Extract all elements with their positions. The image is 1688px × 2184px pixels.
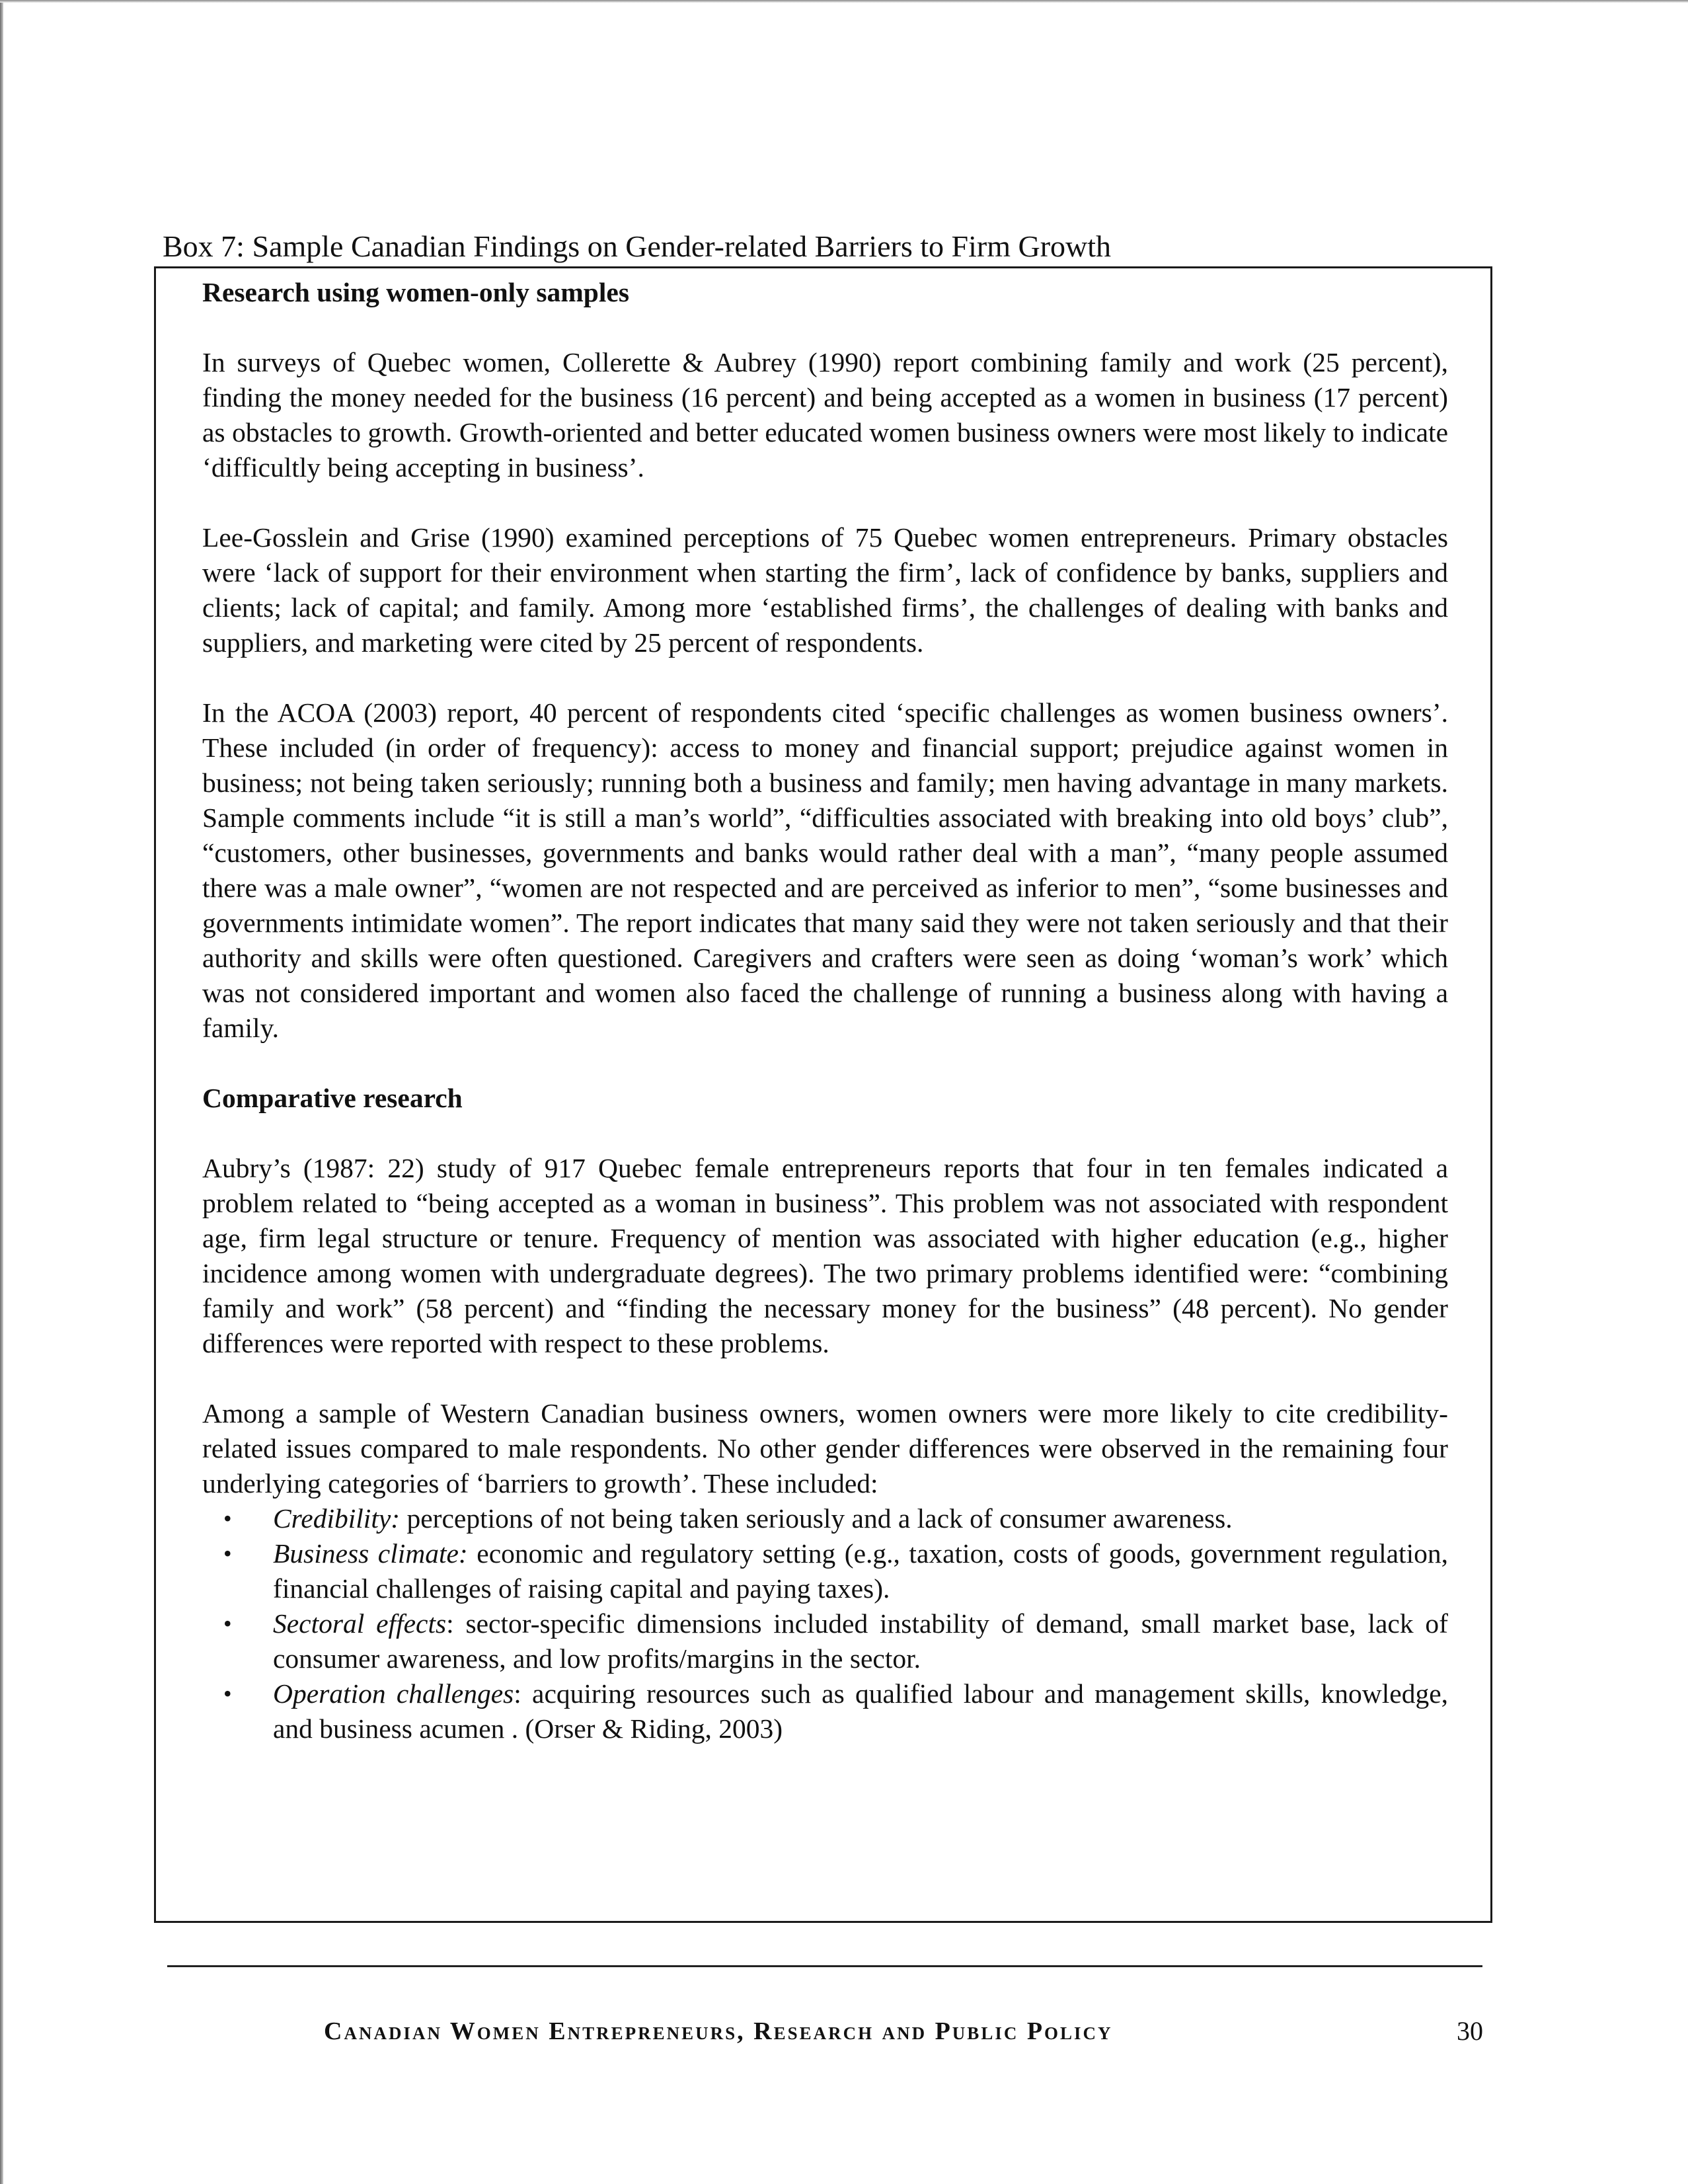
bullet-icon: •: [223, 1680, 232, 1707]
barriers-list: [202, 1501, 1448, 1746]
paragraph-acoa-report: In the ACOA (2003) report, 40 percent of respondents cited ‘specific challenges as women business owners’. These included (in order of frequency): access to money and financial support; prejudice against women in business; not being taken seriously; running both a business and family; men having advantage in many markets. Sample comments include “it is still a man’s world”, “difficulties associated with breaking into old boys’ club”, “customers, other businesses, governments and banks would rather deal with a man”, “many people assumed there was a male owner”, “women are not respected and are perceived as inferior to men”, “some businesses and governments intimidate women”. The report indicates that many said they were not taken seriously and that their authority and skills were often questioned. Caregivers and crafters were seen as doing ‘woman’s work’ which was not considered important and women also faced the challenge of running a business along with having a family.: [202, 697, 1448, 1043]
bullet-text: : sector-specific dimensions included instability of demand, small market base, lack of consumer awareness, and low profits/margins in the sector.: [273, 1608, 1448, 1674]
scan-edge-top: [0, 0, 1688, 3]
section-heading-comparative: Comparative research: [202, 1083, 463, 1113]
footer-divider: [167, 1965, 1482, 1967]
paragraph-collerette-aubrey: In surveys of Quebec women, Collerette & Aubrey (1990) report combining family and work (25 percent), finding the money needed for the business (16 percent) and being accepted as a women in business (17 percent) as obstacles to growth. Growth-oriented and better educated women business owners were most likely to indicate ‘difficultly being accepting in business’.: [202, 347, 1448, 483]
bullet-term: Operation challenges: [273, 1678, 514, 1709]
list-item-operation-challenges: [202, 1676, 1448, 1746]
paragraph-western-canadian: Among a sample of Western Canadian business owners, women owners were more likely to cite credibility-related issues compared to male respondents. No other gender differences were observed in the remaining four underlying categories of ‘barriers to growth’. These included:: [202, 1398, 1448, 1499]
footer-running-title: Canadian Women Entrepreneurs, Research and Public Policy: [324, 2017, 1113, 2045]
section-heading-women-only: Research using women-only samples: [202, 277, 629, 307]
bullet-text: economic and regulatory setting (e.g., taxation, costs of goods, government regulation, financial challenges of raising capital and paying taxes).: [273, 1538, 1448, 1604]
list-item-business-climate: [202, 1536, 1448, 1606]
bullet-icon: •: [223, 1505, 232, 1532]
box-frame: [154, 266, 1492, 1923]
list-item-credibility: [202, 1501, 1448, 1536]
paragraph-lee-gosslein-grise: Lee-Gosslein and Grise (1990) examined perceptions of 75 Quebec women entrepreneurs. Primary obstacles were ‘lack of support for their environment when starting the firm’, lack of confidence by banks, suppliers and clients; lack of capital; and family. Among more ‘established firms’, the challenges of dealing with banks and suppliers, and marketing were cited by 25 percent of respondents.: [202, 522, 1448, 658]
scan-edge-left: [0, 0, 3, 2184]
bullet-term: Credibility:: [273, 1503, 401, 1534]
box-content: [202, 275, 1448, 1746]
bullet-icon: •: [223, 1610, 232, 1637]
bullet-term: Business climate:: [273, 1538, 468, 1569]
bullet-term: Sectoral effects: [273, 1608, 447, 1639]
bullet-text: : acquiring resources such as qualified labour and management skills, knowledge, and business acumen . (Orser & Riding, 2003): [273, 1678, 1448, 1744]
box-title: Box 7: Sample Canadian Findings on Gender-related Barriers to Firm Growth: [163, 229, 1112, 263]
page-number: 30: [1457, 2016, 1483, 2046]
bullet-icon: •: [223, 1540, 232, 1567]
bullet-text: perceptions of not being taken seriously and a lack of consumer awareness.: [400, 1503, 1233, 1534]
paragraph-aubry-study: Aubry’s (1987: 22) study of 917 Quebec female entrepreneurs reports that four in ten females indicated a problem related to “being accepted as a woman in business”. This problem was not associated with respondent age, firm legal structure or tenure. Frequency of mention was associated with higher education (e.g., higher incidence among women with undergraduate degrees). The two primary problems identified were: “combining family and work” (58 percent) and “finding the necessary money for the business” (48 percent). No gender differences were reported with respect to these problems.: [202, 1153, 1448, 1358]
list-item-sectoral-effects: [202, 1606, 1448, 1676]
